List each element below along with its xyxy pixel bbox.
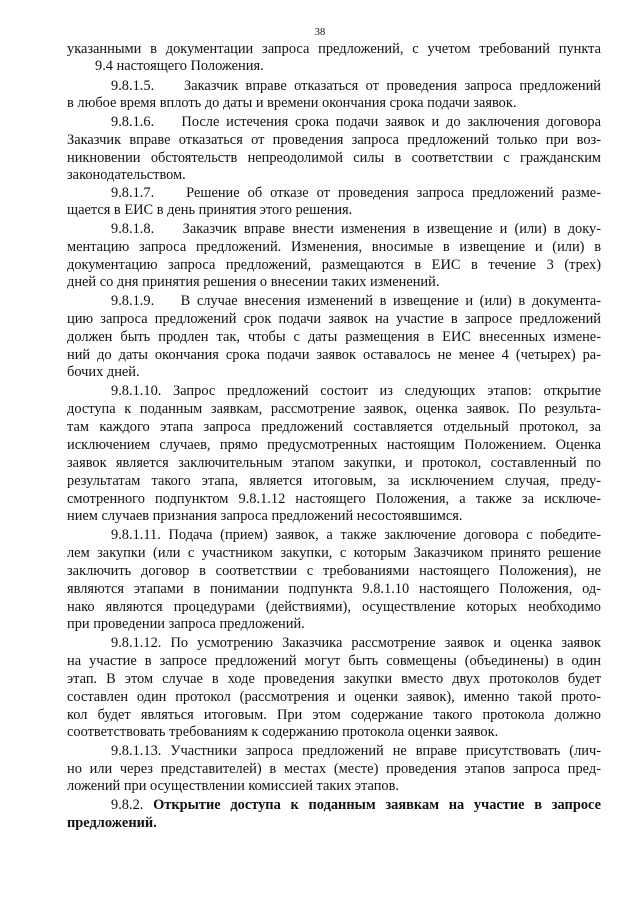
text-line: 9.8.1.6. После истечения срока подачи заявок и до заключения договора bbox=[111, 114, 601, 130]
text-line: 9.8.1.9. В случае внесения изменений в извещение и (или) в документа- bbox=[111, 293, 601, 309]
text-line: 9.8.1.5. Заказчик вправе отказаться от проведения запроса предложений bbox=[111, 78, 601, 94]
page-number: 38 bbox=[314, 27, 326, 38]
text-line: соответствовать требованиям к содержанию протокола оценки заявок. bbox=[67, 724, 499, 740]
text-line: при проведении запроса предложений. bbox=[67, 616, 305, 632]
text-line: ложений при осуществлении комиссией таких этапов. bbox=[67, 778, 399, 794]
text-line: кол будет являться итоговым. При этом содержание такого протокола должно bbox=[67, 707, 601, 723]
text-line: никновении обстоятельств непреодолимой силы в соответствии с гражданским bbox=[67, 150, 601, 166]
text-line: являются этапами в понимании подпункта 9.8.1.10 настоящего Положения, од- bbox=[67, 581, 601, 597]
text-line: заключить договор в соответствии с требованиями настоящего Положения), не bbox=[67, 563, 601, 579]
text-line: 9.4 настоящего Положения. bbox=[95, 58, 264, 74]
text-line: исключением случаев, прямо предусмотренных настоящим Положением. Оценка bbox=[67, 437, 601, 453]
text-line: 9.8.1.10. Запрос предложений состоит из следующих этапов: открытие bbox=[111, 383, 601, 399]
section-heading-line bbox=[111, 797, 601, 814]
text-line: в любое время вплоть до даты и времени окончания срока подачи заявок. bbox=[67, 95, 517, 111]
text-line: Заказчик вправе отказаться от проведения запроса предложений только при воз- bbox=[67, 132, 601, 148]
text-line: доступа к поданным заявкам, рассмотрение заявок, оценка заявок. По результа- bbox=[67, 401, 601, 417]
text-line: заявок является заключительным этапом закупки, и протокол, составленный по bbox=[67, 455, 601, 471]
text-line: цию запроса предложений срок подачи заявок на участие в запросе предложений bbox=[67, 311, 601, 327]
text-line: ментацию запроса предложений. Изменения, вносимые в извещение и (или) в bbox=[67, 239, 601, 255]
text-line: указанными в документации запроса предложений, с учетом требований пункта bbox=[67, 41, 601, 57]
text-line: 9.8.1.12. По усмотрению Заказчика рассмотрение заявок и оценка заявок bbox=[111, 635, 601, 651]
section-title: Открытие доступа к поданным заявкам на участие в запросе bbox=[153, 797, 601, 813]
text-line: смотренного подпунктом 9.8.1.12 настоящего Положения, а также за исключе- bbox=[67, 491, 601, 507]
text-line: результатам такого этапа, является итоговым, за исключением случая, преду- bbox=[67, 473, 601, 489]
text-line: законодательством. bbox=[67, 167, 186, 183]
text-line: там каждого этапа запроса предложений составляется отдельный протокол, за bbox=[67, 419, 601, 435]
text-line: этап. В этом случае в ходе проведения закупки вместо двух протоколов будет bbox=[67, 671, 601, 687]
text-line: на участие в запросе предложений могут быть совмещены (объединены) в один bbox=[67, 653, 601, 669]
text-line: нием случаев признания запроса предложений несостоявшимся. bbox=[67, 508, 463, 524]
text-line: дней со дня принятия решения о внесении таких изменений. bbox=[67, 274, 440, 290]
text-line: должен быть продлен так, чтобы с даты размещения в ЕИС внесенных измене- bbox=[67, 329, 601, 345]
text-line: щается в ЕИС в день принятия этого решения. bbox=[67, 202, 353, 218]
text-line: документацию запроса предложений, размещаются в ЕИС в течение 3 (трех) bbox=[67, 257, 601, 273]
text-line: ний до даты окончания срока подачи заявок оставалось не менее 4 (четырех) ра- bbox=[67, 347, 601, 363]
text-line: 9.8.1.13. Участники запроса предложений не вправе присутствовать (лич- bbox=[111, 743, 601, 759]
text-line: 9.8.1.8. Заказчик вправе внести изменения в извещение и (или) в доку- bbox=[111, 221, 601, 237]
text-line: лем закупки (или с участником закупки, с которым Заказчиком принято решение bbox=[67, 545, 601, 561]
text-line: нако являются процедурами (действиями), осуществление которых необходимо bbox=[67, 599, 601, 615]
text-line: но или через представителей) в местах (месте) проведения этапов запроса пред- bbox=[67, 761, 601, 777]
text-line: 9.8.1.7. Решение об отказе от проведения запроса предложений разме- bbox=[111, 185, 601, 201]
text-line: составлен один протокол (рассмотрения и оценки заявок), именно такой прото- bbox=[67, 689, 601, 705]
text-line: бочих дней. bbox=[67, 364, 140, 380]
section-title-continued: предложений. bbox=[67, 815, 157, 831]
text-line: 9.8.1.11. Подача (прием) заявок, а также заключение договора с победите- bbox=[111, 527, 601, 543]
section-number: 9.8.2. bbox=[111, 797, 144, 813]
